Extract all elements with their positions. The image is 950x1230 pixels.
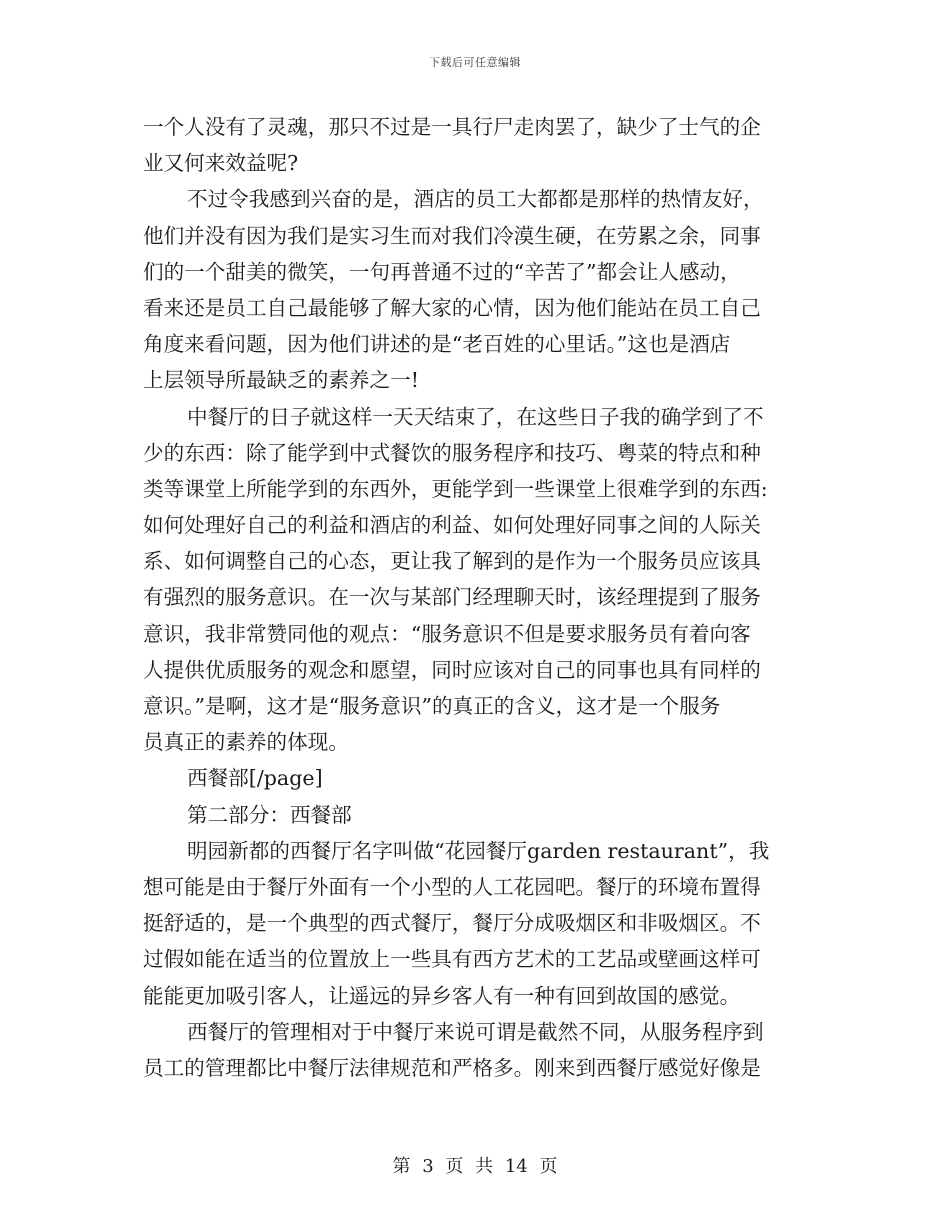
text-line: 西餐部[/page] (187, 766, 323, 791)
text-line: 们的一个甜美的微笑，一句再普通不过的“辛苦了”都会让人感动， (143, 259, 741, 284)
text-line: 员工的管理都比中餐厅法律规范和严格多。刚来到西餐厅感觉好像是 (143, 1055, 761, 1080)
text-line: 员真正的素养的体现。 (143, 730, 349, 755)
text-line: 少的东西：除了能学到中式餐饮的服务程序和技巧、粤菜的特点和种 (143, 440, 761, 465)
text-line: 明园新都的西餐厅名字叫做“花园餐厅garden restaurant”，我 (187, 838, 770, 863)
text-line: 意识。”是啊，这才是“服务意识”的真正的含义，这才是一个服务 (143, 694, 721, 718)
document-body (143, 109, 815, 1086)
text-line: 不过令我感到兴奋的是，酒店的员工大都都是那样的热情友好， (187, 187, 764, 212)
text-line: 能能更加吸引客人，让遥远的异乡客人有一种有回到故国的感觉。 (143, 983, 741, 1008)
text-line: 第二部分：西餐部 (187, 802, 352, 827)
text-line: 系、如何调整自己的心态，更让我了解到的是作为一个服务员应该具 (143, 549, 761, 574)
text-line: 中餐厅的日子就这样一天天结束了，在这些日子我的确学到了不 (187, 404, 764, 429)
text-line: 过假如能在适当的位置放上一些具有西方艺术的工艺品或壁画这样可 (143, 947, 761, 972)
text-line: 想可能是由于餐厅外面有一个小型的人工花园吧。餐厅的环境布置得 (143, 874, 761, 899)
text-line: 如何处理好自己的利益和酒店的利益、如何处理好同事之间的人际关 (143, 513, 761, 538)
text-line: 他们并没有因为我们是实习生而对我们冷漠生硬，在劳累之余，同事 (143, 223, 761, 248)
text-line: 上层领导所最缺乏的素养之一! (143, 368, 419, 393)
text-line: 类等课堂上所能学到的东西外，更能学到一些课堂上很难学到的东西: (143, 476, 768, 501)
page-footer: 第 3 页 共 14 页 (392, 1156, 558, 1177)
text-line: 业又何来效益呢? (143, 151, 299, 176)
text-line: 有强烈的服务意识。在一次与某部门经理聊天时，该经理提到了服务 (143, 585, 761, 610)
text-line: 西餐厅的管理相对于中餐厅来说可谓是截然不同，从服务程序到 (187, 1019, 764, 1044)
text-line: 看来还是员工自己最能够了解大家的心情，因为他们能站在员工自己 (143, 295, 761, 320)
page-header: 下载后可任意编辑 (429, 56, 521, 69)
text-line: 意识，我非常赞同他的观点：“服务意识不但是要求服务员有着向客 (143, 621, 751, 646)
text-line: 角度来看问题，因为他们讲述的是“老百姓的心里话。”这也是酒店 (143, 332, 731, 357)
text-line: 人提供优质服务的观念和愿望，同时应该对自己的同事也具有同样的 (143, 657, 761, 682)
text-line: 挺舒适的，是一个典型的西式餐厅，餐厅分成吸烟区和非吸烟区。不 (143, 911, 761, 936)
text-line: 一个人没有了灵魂，那只不过是一具行尸走肉罢了，缺少了士气的企 (143, 115, 761, 139)
